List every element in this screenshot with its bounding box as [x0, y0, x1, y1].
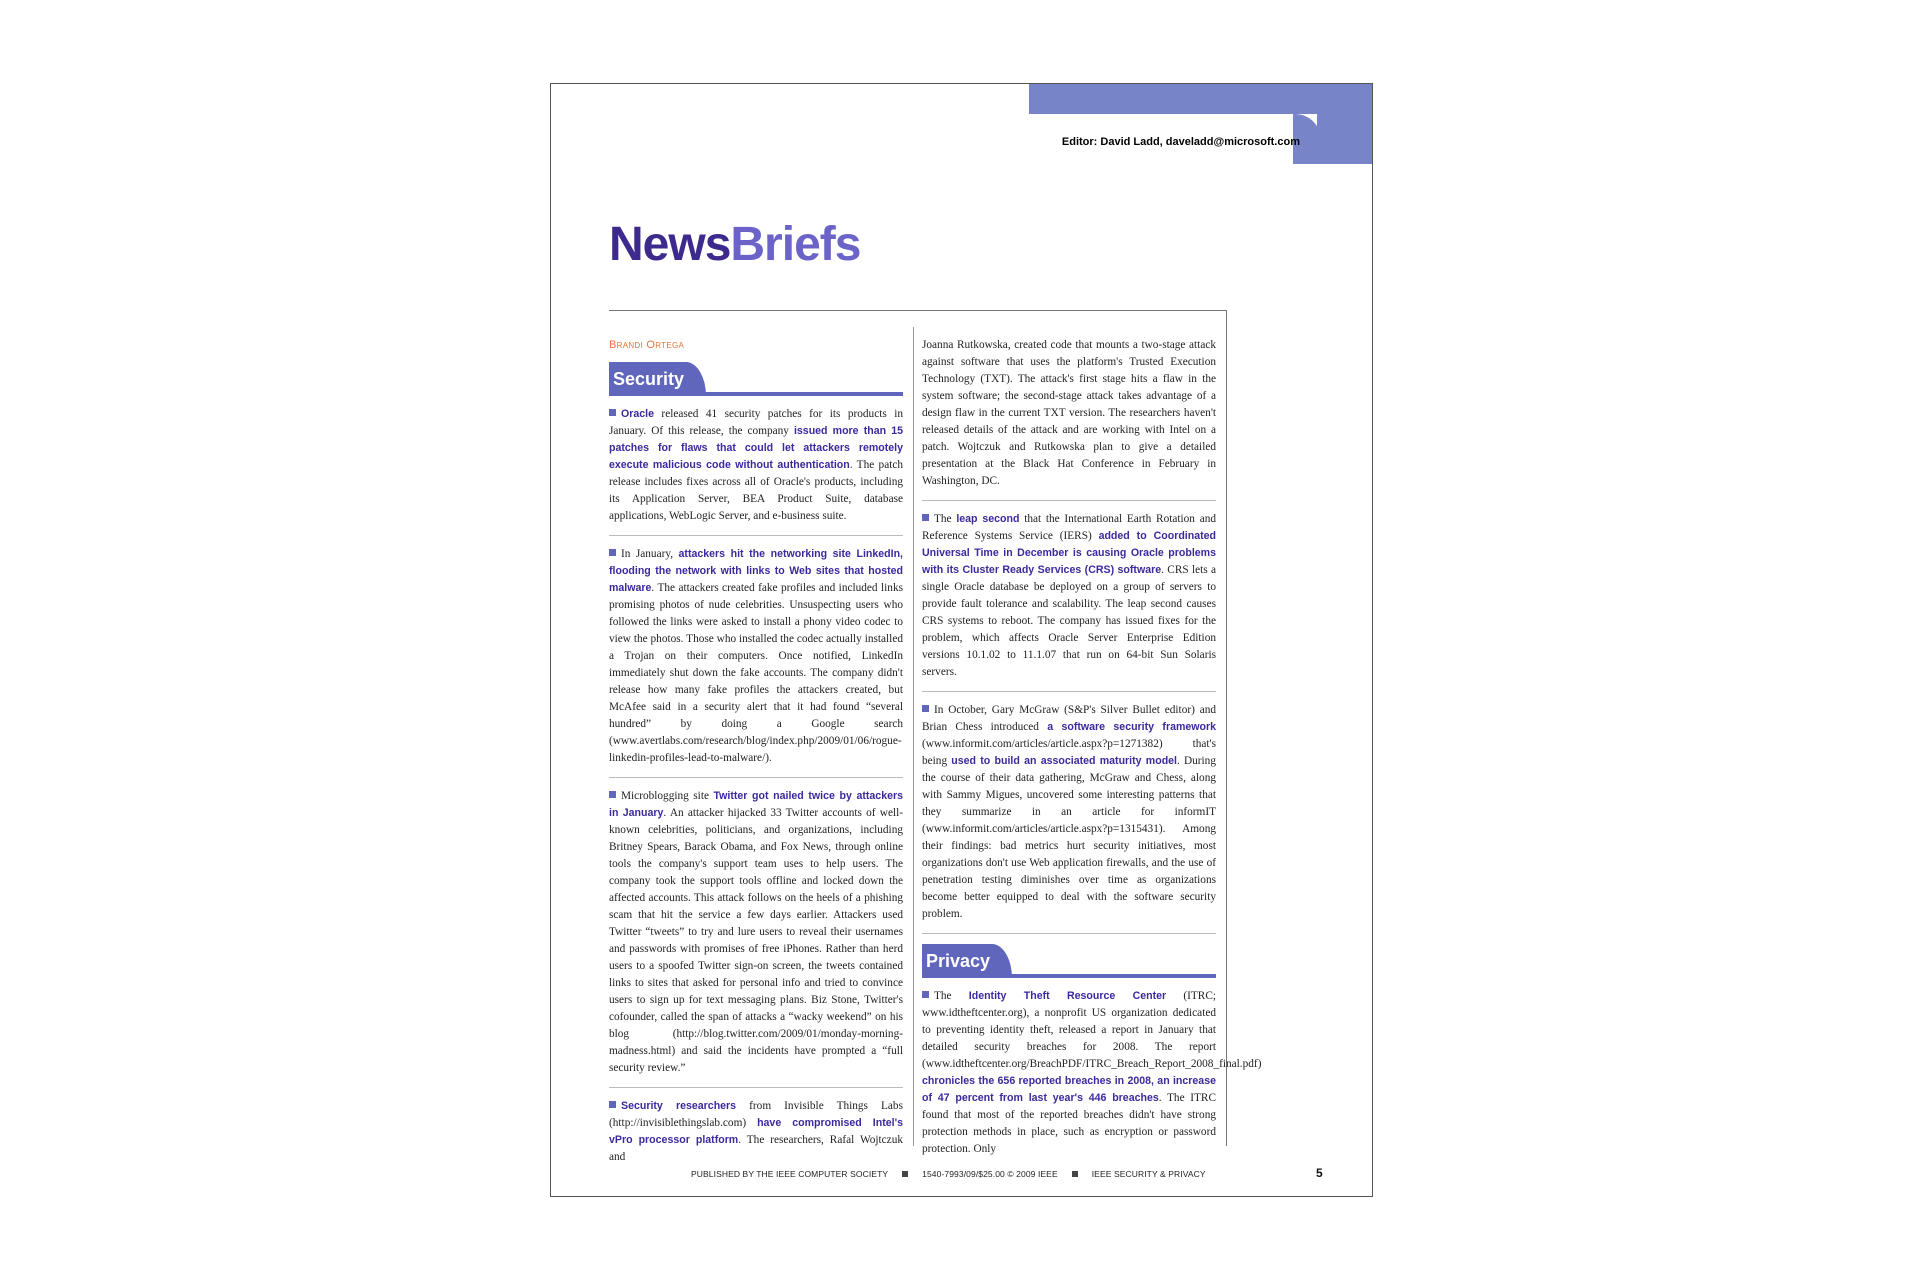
news-item-vpro-continued: Joanna Rutkowska, created code that mounts a two-stage attack against software that uses the platform's Trusted Execution Technology (TXT). The attack's first stage hits a flaw in the system software; the second-stage attack takes advantage of a design flaw in the current TXT version. The researchers haven't released details of the attack and are working with Intel on a patch. Wojtczuk and Rutkowska plan to give a detailed presentation at the Black Hat Conference in February in Washington, DC.: [922, 337, 1216, 501]
news-item-itrc: The Identity Theft Resource Center (ITRC; www.idtheftcenter.org), a nonprofit US organization dedicated to preventing identity theft, released a report in January that detailed security breaches for 2008. The report (www.idtheftcenter.org/BreachPDF/ITRC_Breach_Report_2008_final.pdf) chronicles the 656 reported breaches in 2008, an increase of 47 percent from last year's 446 breaches. The ITRC found that most of the reported breaches didn't have strong protection methods in place, such as encryption or password protection. Only: [922, 990, 1262, 1155]
left-column: [609, 337, 903, 1186]
column-separator: [913, 327, 914, 1146]
news-item-security-framework: In October, Gary McGraw (S&P's Silver Bullet editor) and Brian Chess introduced a software security framework (www.informit.com/articles/article.aspx?p=1271382) that's being used to build an associated maturity model. During the course of their data gathering, McGraw and Chess, along with Sammy Migues, uncovered some interesting patterns that they summarize in an article for informIT (www.informit.com/articles/article.aspx?p=1315431). Among their findings: bad metrics hurt security initiatives, most organizations don't use Web application firewalls, and the use of penetration testing diminishes over time as organizations become better equipped to deal with the software security problem.: [922, 702, 1216, 934]
section-heading-privacy: [922, 944, 1216, 978]
section-label: Security: [609, 362, 706, 396]
link-text[interactable]: Identity Theft Resource Center: [968, 990, 1167, 1002]
link-text[interactable]: a software security framework: [1047, 721, 1216, 733]
news-item-twitter: Microblogging site Twitter got nailed twice by attackers in January. An attacker hijacked 33 Twitter accounts of well-known celebrities, politicians, and organizations, including Britney Spears, Barack Obama, and Fox News, through online tools the company's support team uses to help users. The company took the support tools offline and locked down the affected accounts. This attack follows on the heels of a phishing scam that hit the service a few days earlier. Attackers used Twitter “tweets” to try and lure users to reveal their usernames and passwords with promises of free iPhones. Rather than herd users to a spoofed Twitter sign-on screen, the tweets contained links to sites that asked for personal info and tried to convince users to sign up for text messaging plans. Biz Stone, Twitter's cofounder, called the span of attacks a “wacky weekend” on his blog (http://blog.twitter.com/2009/01/monday-morning-madness.html) and said the incidents have prompted a “full security review.”: [609, 788, 903, 1088]
title-news: News: [609, 218, 731, 271]
footer-square-icon: [902, 1171, 908, 1177]
editor-credit: Editor: David Ladd, daveladd@microsoft.com: [1061, 136, 1300, 148]
bullet-square-icon: [609, 791, 616, 798]
author-byline: Brandi Ortega: [609, 339, 685, 351]
title-briefs: Briefs: [730, 218, 861, 271]
bullet-square-icon: [609, 1101, 616, 1108]
page-number: 5: [1316, 1166, 1323, 1180]
news-item-leap-second: The leap second that the International Earth Rotation and Reference Systems Service (IERS) added to Coordinated Universal Time in December is causing Oracle problems with its Cluster Ready Services (CRS) software. CRS lets a single Oracle database be deployed on a group of servers to provide fault tolerance and scalability. The leap second causes CRS systems to reboot. The company has issued fixes for the problem, which affects Oracle Server Enterprise Edition versions 10.1.02 to 11.1.07 that run on 64-bit Sun Solaris servers.: [922, 511, 1216, 692]
link-text[interactable]: chronicles the 656 reported breaches in 2008, an increase of 47 percent from last year's 446 breaches: [922, 1075, 1216, 1104]
bullet-square-icon: [609, 549, 616, 556]
bullet-square-icon: [922, 991, 929, 998]
link-text[interactable]: leap second: [956, 513, 1020, 525]
magazine-page: [550, 83, 1373, 1197]
right-rule: [1226, 310, 1227, 1146]
footer-magazine: IEEE SECURITY & PRIVACY: [1091, 1169, 1206, 1179]
link-text[interactable]: issued more than 15 patches for flaws that could let attackers remotely execute malicious code without authentication: [609, 425, 903, 471]
header-tab-side: [1317, 84, 1372, 164]
bullet-square-icon: [609, 409, 616, 416]
bullet-square-icon: [922, 514, 929, 521]
link-text[interactable]: Oracle: [621, 408, 654, 420]
news-item-linkedin: In January, attackers hit the networking site LinkedIn, flooding the network with links to Web sites that hosted malware. The attackers created fake profiles and included links promising photos of nude celebrities. Unsuspecting users who followed the links were asked to install a phony video codec to view the photos. Those who installed the codec actually installed a Trojan on their computers. Once notified, LinkedIn immediately shut down the fake accounts. The company didn't release how many fake profiles the attackers created, but McAfee said in a security alert that it had found “several hundred” by doing a Google search (www.avertlabs.com/research/blog/index.php/2009/01/06/rogue-linkedin-profiles-lead-to-malware/).: [609, 546, 903, 778]
link-text[interactable]: have compromised Intel's vPro processor platform: [609, 1117, 903, 1146]
link-text[interactable]: Security researchers: [621, 1100, 737, 1112]
section-heading-security: [609, 362, 903, 396]
link-text[interactable]: added to Coordinated Universal Time in December is causing Oracle problems with its Cluster Ready Services (CRS) software: [922, 530, 1216, 576]
page-footer: [691, 1169, 1206, 1179]
link-text[interactable]: attackers hit the networking site LinkedIn, flooding the network with links to Web sites that hosted malware: [609, 548, 903, 594]
bullet-square-icon: [922, 705, 929, 712]
footer-square-icon: [1072, 1171, 1078, 1177]
news-item-vpro: Security researchers from Invisible Things Labs (http://invisiblethingslab.com) have compromised Intel's vPro processor platform. The researchers, Rafal Wojtczuk and: [609, 1100, 903, 1163]
top-rule: [609, 310, 1226, 311]
right-column: [922, 337, 1262, 1178]
news-item-oracle: Oracle released 41 security patches for its products in January. Of this release, the company issued more than 15 patches for flaws that could let attackers remotely execute malicious code without authentication. The patch release includes fixes across all of Oracle's products, including its Application Server, BEA Product Suite, database applications, WebLogic Server, and e-business suite.: [609, 406, 903, 536]
link-text[interactable]: Twitter got nailed twice by attackers in January: [609, 790, 903, 819]
footer-publisher: PUBLISHED BY THE IEEE COMPUTER SOCIETY: [691, 1169, 889, 1179]
link-text[interactable]: used to build an associated maturity model: [951, 755, 1177, 767]
footer-issn: 1540-7993/09/$25.00 © 2009 IEEE: [922, 1169, 1058, 1179]
page-title: [609, 218, 861, 271]
section-label: Privacy: [922, 944, 1012, 978]
